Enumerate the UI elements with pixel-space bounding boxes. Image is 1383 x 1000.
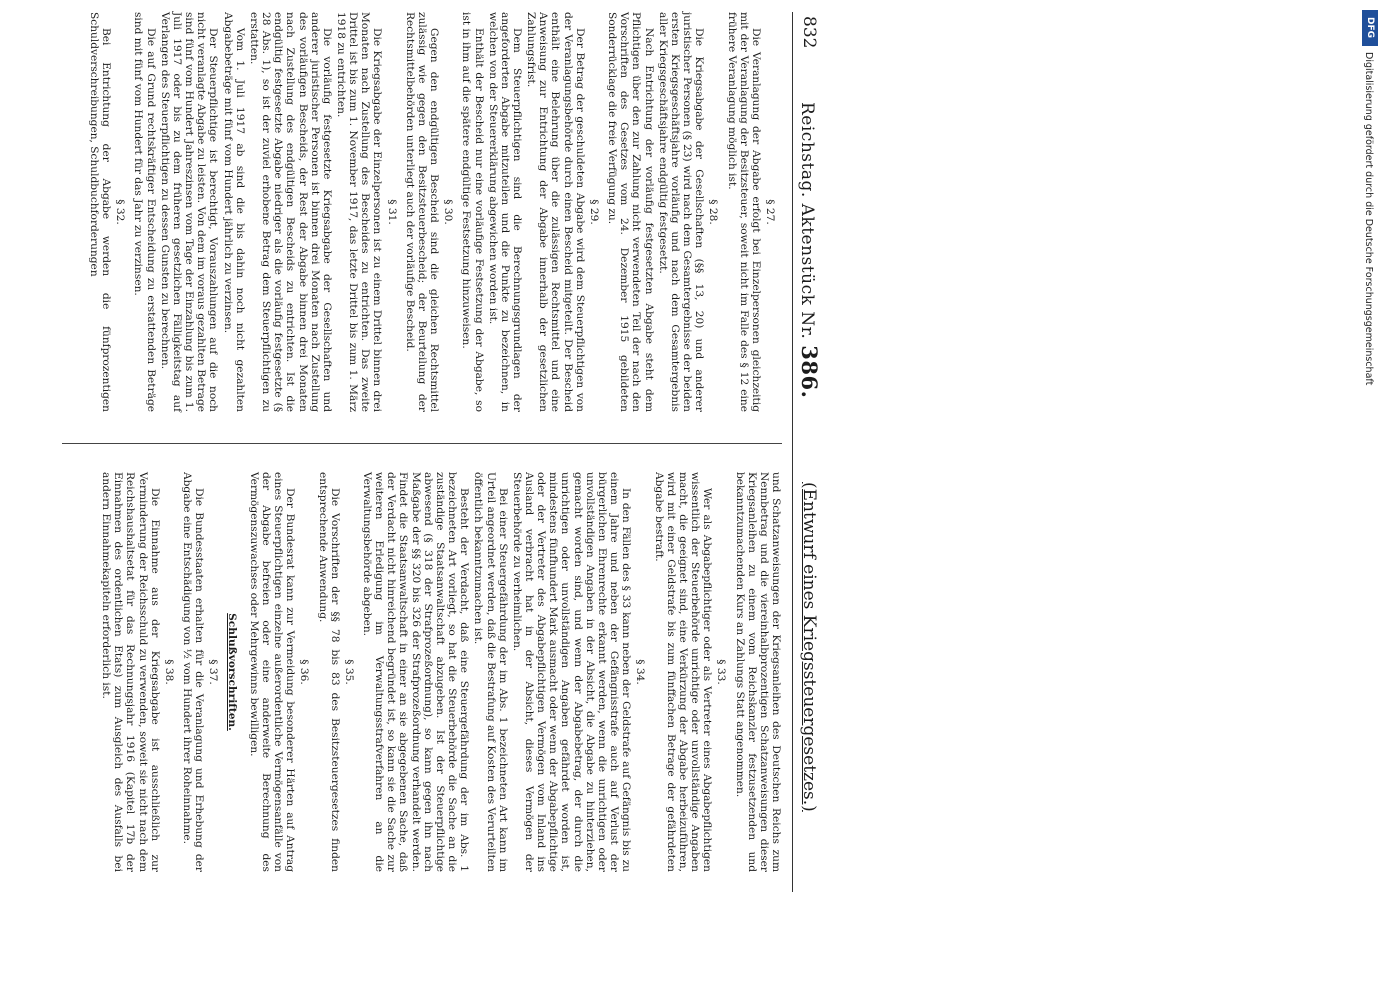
paragraph: Enthält der Bescheid nur eine vorläufige Festsetzung der Abgabe, so ist in ihm auf die spätere endgültige Festsetzung hinzuweisen. xyxy=(460,12,485,412)
funding-note: Digitalisierung gefördert durch die Deutsche Forschungsgemeinschaft xyxy=(1363,52,1374,386)
paragraph: In den Fällen des § 33 kann neben der Geldstrafe auf Gefängnis bis zu einem Jahre und neben der Gefängnisstrafe auch auf Verlust der bürgerlichen Ehrenrechte erkannt werden, wenn die unrichtigen oder unvollständigen Angaben in der Absicht, die Abgabe zu hinterziehen, gemacht worden sind, und wenn der Abgabebetrag, der durch die unrichtigen oder unvollständigen Angaben gefährdet worden ist, mindestens fünfhundert Mark ausmacht oder wenn der Abgabepflichtige oder der Vertreter des Abgabepflichtigen Vermögen vom Inland ins Ausland verbracht hat in der Absicht, dieses Vermögen der Steuerbehörde zu verheimlichen. xyxy=(510,472,633,872)
right-column xyxy=(98,472,782,872)
dfg-logo: DFG xyxy=(1362,10,1378,46)
paragraph: Die Veranlagung der Abgabe erfolgt bei Einzelpersonen gleichzeitig mit der Veranlagung der Besitzsteuer, soweit nicht im Falle des § 12 eine frühere Veranlagung möglich ist. xyxy=(725,12,762,412)
section-number: § 32. xyxy=(114,199,127,225)
section-number: § 35. xyxy=(342,659,355,685)
paragraph: Die vorläufig festgesetzte Kriegsabgabe der Gesellschaften und anderer juristischer Personen ist binnen drei Monaten nach Zustellung des vorläufigen Bescheids, der Rest der Abgabe binnen drei Monaten nach Zustellung des endgültigen Bescheids zu entrichten. Ist die endgültig festgesetzte Abgabe niedriger als die vorläufig festgesetzte (§ 28 Abs. 1), so ist der zuviel erhobene Betrag dem Steuerpflichtigen zu erstatten. xyxy=(247,12,333,412)
paragraph: Die Kriegsabgabe der Gesellschaften (§§ 13, 20) und anderer juristischer Personen (§ 23) wird nach dem Gesamtergebnisse der beiden ersten Kriegsgeschäftsjahre vorläufig und nach dem Gesamtergebnis aller Kriegsgeschäftsjahre endgültig festgesetzt. xyxy=(656,12,706,412)
header-rule xyxy=(792,12,793,892)
paragraph: und Schatzanweisungen der Kriegsanleihen des Deutschen Reichs zum Nennbetrag und die viereinhalbprozentigen Schatzanweisungen dieser Kriegsanleihen zu einem vom Reichskanzler festzusetzenden und bekanntzumachenden Kurs an Zahlungs Statt angenommen. xyxy=(733,472,782,872)
section-number: § 36. xyxy=(298,659,311,685)
header-left-title: Reichstag. Aktenstück Nr. xyxy=(797,102,817,340)
paragraph: Dem Steuerpflichtigen sind die Berechnungsgrundlagen der angeforderten Abgabe mitzuteilen und die Punkte zu bezeichnen, in welchen von der Steuererklärung abgewichen worden ist. xyxy=(486,12,524,412)
paragraph: Bei Entrichtung der Abgabe werden die fünfprozentigen Schuldverschreibungen, Schuldbuchforderungen xyxy=(88,12,113,412)
paragraph: Nach Entrichtung der vorläufig festgesetzten Abgabe steht dem Pflichtigen über den zur Zahlung nicht verwendeten Teil der nach den Vorschriften des Gesetzes vom 24. Dezember 1915 gebildeten Sonderrücklage die freie Verfügung zu. xyxy=(606,12,655,412)
header-right-title: (Entwurf eines Kriegssteuergesetzes.) xyxy=(799,482,819,812)
paragraph: Bei einer Steuergefährdung der im Abs. 1 bezeichneten Art kann im Urteil angeordnet werden, daß die Bestrafung auf Kosten des Verurteilten öffentlich bekanntzumachen ist. xyxy=(472,472,509,872)
page-number: 832 xyxy=(799,16,819,49)
section-number: § 38. xyxy=(162,659,175,685)
section-number: § 33. xyxy=(715,659,728,685)
document-page xyxy=(64,12,824,892)
section-number: § 34. xyxy=(634,659,647,685)
column-separator xyxy=(62,443,782,444)
paragraph: Der Steuerpflichtige ist berechtigt, Vorauszahlungen auf die noch nicht veranlagte Abgabe zu leisten. Von dem im voraus gezahlten Betrage sind fünf vom Hundert Jahreszinsen vom Tage der Einzahlung bis zum 1. Juli 1917 oder bis zu dem früheren gesetzlichen Fälligkeitstag auf Verlangen des Steuerpflichtigen zu dessen Gunsten zu berechnen. xyxy=(158,12,220,412)
digitization-sidebar xyxy=(1360,6,1382,1000)
paragraph: Die Bundesstaaten erhalten für die Veranlagung und Erhebung der Abgabe eine Entschädigung von ½ vom Hundert ihrer Roheinnahme. xyxy=(181,472,206,872)
paragraph: Die Kriegsabgabe der Einzelpersonen ist zu einem Drittel binnen drei Monaten nach Zustellung des Bescheides zu entrichten. Das zweite Drittel ist bis zum 1. November 1917, das letzte Drittel bis zum 1. März 1918 zu entrichten. xyxy=(335,12,384,412)
paragraph: Wer als Abgabepflichtiger oder als Vertreter eines Abgabepflichtigen wissentlich der Steuerbehörde unrichtige oder unvollständige Angaben macht, die geeignet sind, eine Verkürzung der Abgabe herbeizuführen, wird mit einer Geldstrafe bis zum fünffachen Betrage der gefährdeten Abgabe bestraft. xyxy=(652,472,714,872)
paragraph: Die auf Grund rechtskräftiger Entscheidung zu erstattenden Beträge sind mit fünf vom Hundert für das Jahr zu verzinsen. xyxy=(132,12,157,412)
section-heading: Schlußvorschriften. xyxy=(225,613,238,731)
section-number: § 30. xyxy=(442,199,455,225)
paragraph: Die Vorschriften der §§ 78 bis 83 des Besitzsteuergesetzes finden entsprechende Anwendung. xyxy=(316,472,341,872)
paragraph: Besteht der Verdacht, daß eine Steuergefährdung der im Abs. 1 bezeichneten Art vorliegt, so hat die Steuerbehörde die Sache an die zuständige Staatsanwaltschaft abzugeben. Ist der Steuerpflichtige abwesend (§ 318 der Strafprozeßordnung), so kann gegen ihn nach Maßgabe der §§ 320 bis 326 der Strafprozeßordnung verhandelt werden. Findet die Staatsanwaltschaft in einer an sie abgegebenen Sache, daß der Verdacht nicht hinreichend begründet ist, so kann sie die Sache zur weiteren Erledigung im Verwaltungsstrafverfahren an die Verwaltungsbehörde abgeben. xyxy=(361,472,471,872)
section-number: § 29. xyxy=(587,199,600,225)
header-title xyxy=(792,102,824,398)
paragraph: Der Betrag der geschuldeten Abgabe wird dem Steuerpflichtigen von der Veranlagungsbehörde durch einen Bescheid mitgeteilt. Der Bescheid enthält eine Belehrung über die zulässigen Rechtsmittel und eine Anweisung zur Entrichtung der Abgabe innerhalb der gesetzlichen Zahlungsfrist. xyxy=(525,12,586,412)
paragraph: Die Einnahme aus der Kriegsabgabe ist ausschließlich zur Verminderung der Reichsschuld zu verwenden, soweit sie nicht nach dem Reichshaushaltsetat für das Rechnungsjahr 1916 (Kapitel 17b der Einnahmen des ordentlichen Etats) zum Ausgleich des Ausfalls bei andern Einnahmekapiteln erforderlich ist. xyxy=(100,472,161,872)
left-column xyxy=(86,12,782,412)
paragraph: Vom 1. Juli 1917 ab sind die bis dahin noch nicht gezahlten Abgabebeträge mit fünf vom Hundert jährlich zu verzinsen. xyxy=(221,12,246,412)
header-number: 386. xyxy=(797,345,822,399)
paragraph: Gegen den endgültigen Bescheid sind die gleichen Rechtsmittel zulässig wie gegen den Besitzsteuerbescheid; der Beurteilung der Rechtsmittelbehörden unterliegt auch der vorläufige Bescheid. xyxy=(403,12,441,412)
page-header xyxy=(794,12,824,892)
section-number: § 31. xyxy=(385,199,398,225)
paragraph: Der Bundesrat kann zur Vermeidung besonderer Härten auf Antrag eines Steuerpflichtigen einzelne außerordentliche Vermögensanfälle von der Abgabe befreien oder eine anderweite Berechnung des Vermögenszuwachses oder Mehrgewinns bewilligen. xyxy=(247,472,297,872)
section-number: § 28. xyxy=(707,199,720,225)
section-number: § 27. xyxy=(764,199,776,225)
section-number: § 37. xyxy=(207,659,220,685)
